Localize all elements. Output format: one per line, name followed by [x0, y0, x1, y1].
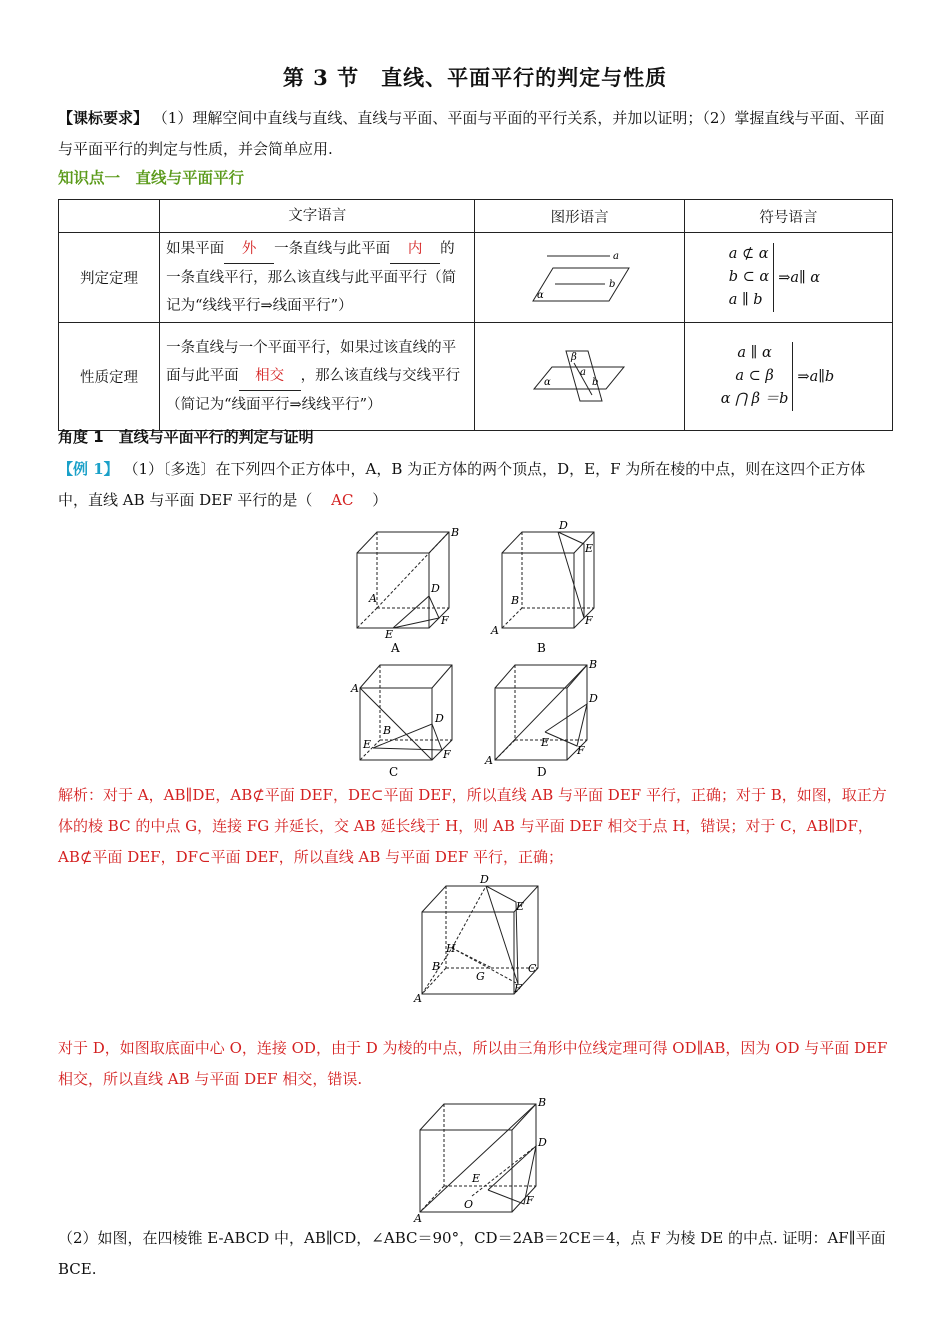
svg-text:E: E: [585, 542, 594, 555]
sym2-line-3: α ⋂ β ＝b: [720, 391, 789, 407]
svg-text:E: E: [385, 628, 394, 641]
svg-text:β: β: [570, 351, 577, 363]
svg-text:E: E: [363, 738, 372, 751]
svg-text:B: B: [511, 594, 520, 607]
svg-text:F: F: [441, 614, 449, 627]
example-tag: 【例 1】: [58, 460, 119, 478]
requirement-tag: 【课标要求】: [58, 109, 149, 127]
page-title: 第 3 节 直线、平面平行的判定与性质: [282, 65, 668, 90]
question-2: （2）如图，在四棱锥 E-ABCD 中，AB∥CD，∠ABC＝90°，CD＝2AB＝2CE＝4，点 F 为棱 DE 的中点. 证明：AF∥平面 BCE.: [58, 1229, 886, 1278]
svg-text:B: B: [589, 658, 598, 671]
svg-text:D: D: [435, 712, 444, 725]
svg-text:E: E: [516, 900, 525, 913]
svg-text:F: F: [526, 1194, 534, 1207]
svg-text:A: A: [351, 682, 359, 695]
property-symbol: [684, 323, 892, 431]
svg-text:C: C: [528, 962, 537, 975]
sym-result: ⇒a∥ α: [778, 269, 821, 286]
knowledge-point-heading: 知识点一 直线与平面平行: [58, 169, 245, 187]
sym-line-1: a ⊄ α: [728, 246, 769, 262]
svg-text:E: E: [472, 1172, 481, 1185]
svg-text:B: B: [451, 526, 460, 539]
sym2-line-2: a ⊂ β: [735, 368, 774, 384]
theorem-table: [58, 199, 893, 431]
svg-text:B: B: [432, 960, 441, 973]
svg-text:α: α: [536, 289, 544, 301]
angle-heading: 角度 1 直线与平面平行的判定与证明: [58, 428, 314, 446]
svg-text:D: D: [589, 692, 598, 705]
svg-text:O: O: [464, 1198, 474, 1211]
sym2-line-1: a ∥ α: [737, 345, 772, 361]
caption-b: B: [537, 641, 546, 655]
svg-text:D: D: [480, 874, 489, 886]
caption-a: A: [391, 641, 400, 655]
svg-text:b: b: [608, 278, 616, 290]
criterion-figure: [475, 233, 684, 323]
header-figure-lang: 图形语言: [475, 200, 684, 233]
svg-text:a: a: [579, 366, 586, 378]
criterion-text: 如果平面 外 一条直线与此平面 内 的一条直线平行，那么该直线与此平面平行（简记为“线线平行⇒线面平行”）: [160, 233, 475, 323]
cube-options-figure: [345, 520, 605, 790]
example1-answer: AC: [331, 491, 354, 509]
requirement: [58, 103, 894, 165]
row-label-property: 性质定理: [59, 323, 160, 431]
svg-text:A: A: [414, 1212, 422, 1224]
svg-text:G: G: [476, 970, 485, 983]
svg-text:D: D: [559, 520, 568, 532]
svg-text:D: D: [431, 582, 440, 595]
svg-text:A: A: [414, 992, 422, 1005]
blank-outside: 外: [224, 235, 274, 264]
svg-text:F: F: [585, 614, 593, 627]
row-label-criterion: 判定定理: [59, 233, 160, 323]
svg-text:F: F: [443, 748, 451, 761]
figure-option-d: [410, 1094, 550, 1224]
caption-c: C: [389, 765, 399, 779]
svg-text:B: B: [383, 724, 392, 737]
property-text: 一条直线与一个平面平行，如果过该直线的平面与此平面 相交 ，那么该直线与交线平行（简记为“线面平行⇒线线平行”）: [160, 323, 475, 431]
svg-text:F: F: [514, 982, 522, 995]
svg-text:A: A: [485, 754, 493, 767]
requirement-text: （1）理解空间中直线与直线、直线与平面、平面与平面的平行关系，并加以证明；（2）掌握直线与平面、平面与平面平行的判定与性质，并会简单应用.: [58, 109, 885, 158]
sym-line-2: b ⊂ α: [728, 269, 770, 285]
property-diagram: [530, 345, 630, 405]
solution-part1: 解析：对于 A，AB∥DE，AB⊄平面 DEF，DE⊂平面 DEF，所以直线 AB 与平面 DEF 平行，正确；对于 B，如图，取正方体的棱 BC 的中点 G，连接 FG 并延长，交 AB 延长线于 H，则 AB 与平面 DEF 相交于点 H，错误；对于 C，AB∥DF，AB⊄平面 DEF，DF⊂平面 DEF，所以直线 AB 与平面 DEF 平行，正确；: [58, 786, 887, 866]
example1-question: 【例 1】 （1）〔多选〕在下列四个正方体中，A，B 为正方体的两个顶点，D，E，F 为所在棱的中点，则在这四个正方体中，直线 AB 与平面 DEF 平行的是（ AC ）: [58, 460, 866, 509]
svg-text:H: H: [446, 942, 456, 955]
svg-text:F: F: [577, 744, 585, 757]
svg-text:α: α: [543, 376, 551, 388]
table-corner: [59, 200, 160, 233]
solution-tag: 解析: [58, 786, 89, 804]
blank-intersect: 相交: [239, 362, 301, 391]
solution-part2: 对于 D，如图取底面中心 O，连接 OD，由于 D 为棱的中点，所以由三角形中位线定理可得 OD∥AB，因为 OD 与平面 DEF 相交，所以直线 AB 与平面 DEF 相交，错误.: [58, 1039, 888, 1088]
svg-text:E: E: [541, 736, 550, 749]
svg-text:A: A: [369, 592, 377, 605]
svg-text:a: a: [612, 250, 619, 262]
figure-option-b: [410, 874, 550, 1006]
svg-text:D: D: [538, 1136, 547, 1149]
blank-inside: 内: [390, 235, 440, 264]
svg-text:B: B: [538, 1096, 547, 1109]
svg-text:b: b: [591, 376, 599, 388]
caption-d: D: [537, 765, 547, 779]
criterion-diagram: [525, 246, 635, 306]
header-text-lang: 文字语言: [160, 200, 475, 233]
sym-line-3: a ∥ b: [728, 292, 763, 308]
criterion-symbol: [684, 233, 892, 323]
sym2-result: ⇒a∥b: [797, 368, 835, 385]
header-symbol-lang: 符号语言: [684, 200, 892, 233]
svg-text:A: A: [491, 624, 499, 637]
property-figure: [475, 323, 684, 431]
